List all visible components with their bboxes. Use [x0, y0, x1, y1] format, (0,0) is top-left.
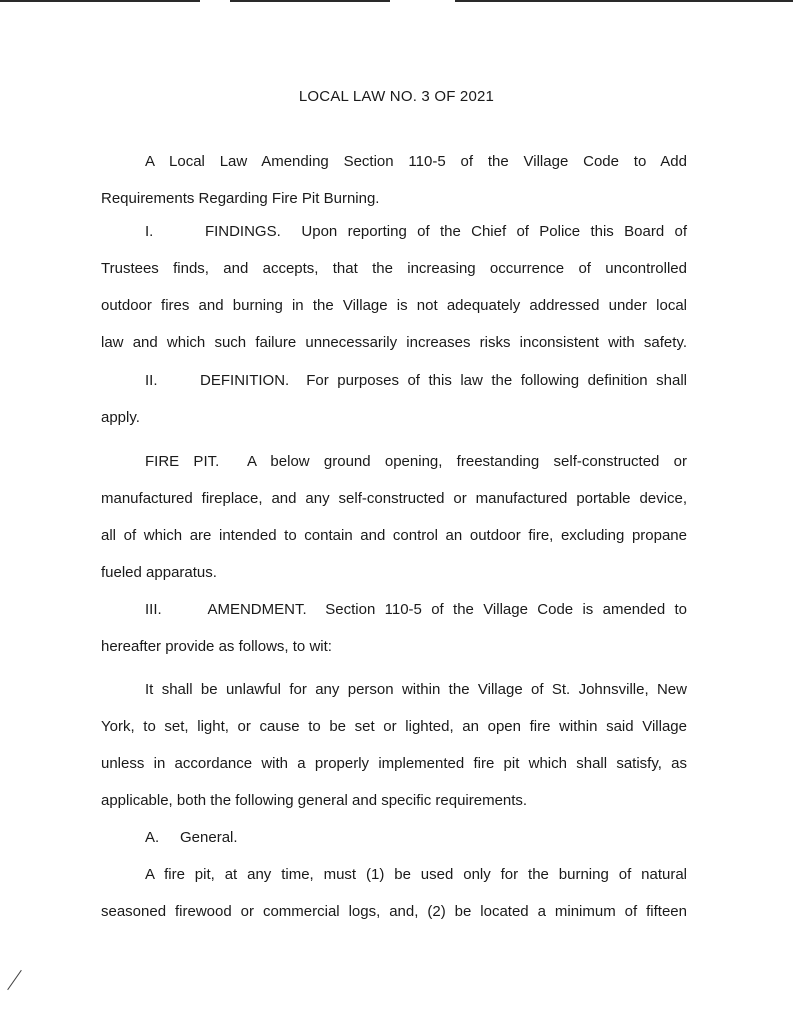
text-line: fueled apparatus.	[101, 564, 217, 581]
text-line: A fire pit, at any time, must (1) be used only for the burning of natural	[145, 866, 687, 883]
unlawful-paragraph	[101, 671, 687, 819]
text-line: law and which such failure unnecessarily increases risks inconsistent with safety.	[101, 334, 687, 351]
text-line: Trustees finds, and accepts, that the increasing occurrence of uncontrolled	[101, 260, 687, 277]
text-line: FIRE PIT. A below ground opening, freestanding self-constructed or	[145, 453, 687, 470]
intro-paragraph	[101, 143, 687, 217]
text-line: unless in accordance with a properly implemented fire pit which shall satisfy, as	[101, 755, 687, 772]
text-line: hereafter provide as follows, to wit:	[101, 638, 332, 655]
text-line: A Local Law Amending Section 110-5 of the Village Code to Add	[145, 153, 687, 170]
text-line: all of which are intended to contain and control an outdoor fire, excluding propane	[101, 527, 687, 544]
text-line: It shall be unlawful for any person within the Village of St. Johnsville, New	[145, 681, 687, 698]
text-line: York, to set, light, or cause to be set or lighted, an open fire within said Village	[101, 718, 687, 735]
general-heading	[101, 819, 687, 856]
text-line: I. FINDINGS. Upon reporting of the Chief of Police this Board of	[145, 223, 687, 240]
findings-section	[101, 213, 687, 361]
document-title: LOCAL LAW NO. 3 OF 2021	[298, 88, 495, 105]
text-line: seasoned firewood or commercial logs, and, (2) be located a minimum of fifteen	[101, 903, 687, 920]
text-line: II. DEFINITION. For purposes of this law the following definition shall	[145, 372, 687, 389]
top-border-rule-right	[455, 0, 793, 2]
text-line: Requirements Regarding Fire Pit Burning.	[101, 190, 380, 207]
text-line: outdoor fires and burning in the Village is not adequately addressed under local	[101, 297, 687, 314]
definition-section	[101, 362, 687, 436]
text-line: manufactured fireplace, and any self-constructed or manufactured portable device,	[101, 490, 687, 507]
amendment-section	[101, 591, 687, 665]
top-border-rule-center	[230, 0, 390, 2]
general-paragraph	[101, 856, 687, 930]
fire-pit-definition	[101, 443, 687, 591]
text-line: III. AMENDMENT. Section 110-5 of the Village Code is amended to	[145, 601, 687, 618]
top-border-rule-left	[0, 0, 200, 2]
scan-mark	[7, 970, 22, 990]
text-line: applicable, both the following general and specific requirements.	[101, 792, 528, 809]
text-line: A. General.	[145, 829, 238, 846]
text-line: apply.	[101, 409, 140, 426]
